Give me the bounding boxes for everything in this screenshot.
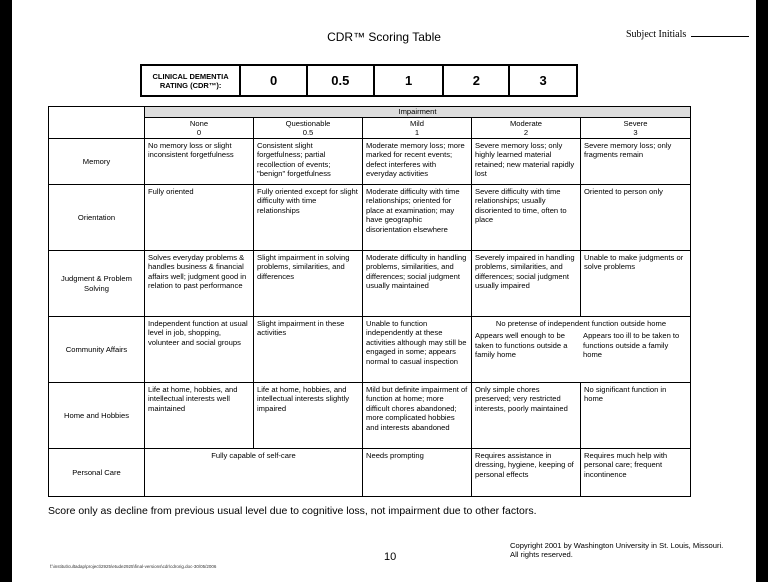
level-header-severe: Severe 3 xyxy=(581,118,691,139)
memory-severe-cell: Severe memory loss; only fragments remain xyxy=(581,139,691,185)
community-questionable-cell: Slight impairment in these activities xyxy=(254,317,363,383)
memory-none-cell: No memory loss or slight inconsistent forgetfulness xyxy=(145,139,254,185)
home-mild-cell: Mild but definite impairment of function at home; more difficult chores abandoned; more complicated hobbies and interests abandoned xyxy=(363,383,472,449)
level-header-mild: Mild 1 xyxy=(363,118,472,139)
home-moderate-cell: Only simple chores preserved; very restricted interests, poorly maintained xyxy=(472,383,581,449)
level-header-moderate: Moderate 2 xyxy=(472,118,581,139)
row-label-community: Community Affairs xyxy=(49,317,145,383)
cdr-value-3-text: 3 xyxy=(539,73,547,88)
document-page xyxy=(12,0,756,582)
cdr-value-3 xyxy=(510,66,576,95)
row-label-home-hobbies: Home and Hobbies xyxy=(49,383,145,449)
page-title: CDR™ Scoring Table xyxy=(327,30,441,44)
cdr-scoring-table xyxy=(48,106,691,497)
personal-care-mild-cell: Needs prompting xyxy=(363,449,472,497)
judgment-mild-cell: Moderate difficulty in handling problems, similarities, and differences; social judgment usually maintained xyxy=(363,251,472,317)
cdr-value-0-5: 0.5 xyxy=(308,66,375,95)
home-none-cell: Life at home, hobbies, and intellectual interests well maintained xyxy=(145,383,254,449)
cdr-label-line1: CLINICAL DEMENTIA xyxy=(152,71,229,81)
judgment-moderate-cell: Severely impaired in handling problems, similarities, and differences; social judgment usually impaired xyxy=(472,251,581,317)
scoring-footnote: Score only as decline from previous usual level due to cognitive loss, not impairment due to other factors. xyxy=(48,505,537,517)
cdr-value-1: 1 xyxy=(375,66,445,95)
cdr-value-0: 0 xyxy=(241,66,308,95)
personal-care-severe-cell: Requires much help with personal care; frequent incontinence xyxy=(581,449,691,497)
judgment-none-cell: Solves everyday problems & handles business & financial affairs well; judgment good in relation to past performance xyxy=(145,251,254,317)
personal-care-none-questionable-cell: Fully capable of self-care xyxy=(145,449,363,497)
judgment-questionable-cell: Slight impairment in solving problems, similarities, and differences xyxy=(254,251,363,317)
memory-moderate-cell: Severe memory loss; only highly learned material retained; new material rapidly lost xyxy=(472,139,581,185)
row-label-personal-care: Personal Care xyxy=(49,449,145,497)
table-row-orientation xyxy=(49,185,691,251)
subject-initials-label: Subject Initials xyxy=(626,29,687,40)
home-severe-cell: No significant function in home xyxy=(581,383,691,449)
table-corner-cell xyxy=(49,107,145,139)
file-path: f:\institut\cultadap\project\2925\etude2925\final-versions\cdr\cdrorig.doc-30/05/2006 xyxy=(50,564,217,569)
cdr-label-line2: RATING (CDR™): xyxy=(159,80,222,90)
cdr-rating-label xyxy=(142,66,241,95)
copyright-line2: All rights reserved. xyxy=(510,550,573,559)
orientation-questionable-cell: Fully oriented except for slight difficulty with time relationships xyxy=(254,185,363,251)
level-header-row xyxy=(49,118,691,139)
row-label-memory: Memory xyxy=(49,139,145,185)
orientation-moderate-cell: Severe difficulty with time relationships; usually disoriented to time, often to place xyxy=(472,185,581,251)
cdr-rating-box xyxy=(140,64,578,97)
home-questionable-cell: Life at home, hobbies, and intellectual interests slightly impaired xyxy=(254,383,363,449)
impairment-header: Impairment xyxy=(145,107,691,118)
judgment-severe-cell: Unable to make judgments or solve problems xyxy=(581,251,691,317)
memory-questionable-cell: Consistent slight forgetfulness; partial recollection of events; "benign" forgetfulness xyxy=(254,139,363,185)
orientation-none-cell: Fully oriented xyxy=(145,185,254,251)
community-moderate-text: Appears well enough to be taken to functions outside a family home xyxy=(475,331,568,360)
level-header-questionable: Questionable 0.5 xyxy=(254,118,363,139)
memory-mild-cell: Moderate memory loss; more marked for recent events; defect interferes with everyday activities xyxy=(363,139,472,185)
community-none-cell: Independent function at usual level in job, shopping, volunteer and social groups xyxy=(145,317,254,383)
table-row-judgment xyxy=(49,251,691,317)
subject-initials-field xyxy=(626,29,749,40)
community-merged-header: No pretense of independent function outside home xyxy=(495,319,667,328)
page-number: 10 xyxy=(384,551,397,563)
table-row-memory xyxy=(49,139,691,185)
community-mild-cell: Unable to function independently at these activities although may still be engaged in some; appears normal to casual inspection xyxy=(363,317,472,383)
orientation-severe-cell: Oriented to person only xyxy=(581,185,691,251)
personal-care-moderate-cell: Requires assistance in dressing, hygiene, keeping of personal effects xyxy=(472,449,581,497)
community-severe-text: Appears too ill to be taken to functions outside a family home xyxy=(583,331,680,360)
table-row-community xyxy=(49,317,691,383)
subject-initials-blank xyxy=(691,36,749,37)
orientation-mild-cell: Moderate difficulty with time relationships; oriented for place at examination; may have geographic disorientation elsewhere xyxy=(363,185,472,251)
row-label-judgment: Judgment & Problem Solving xyxy=(49,251,145,317)
cdr-value-2: 2 xyxy=(444,66,510,95)
copyright-notice xyxy=(510,541,723,559)
table-row-home-hobbies xyxy=(49,383,691,449)
table-row-personal-care xyxy=(49,449,691,497)
row-label-orientation: Orientation xyxy=(49,185,145,251)
copyright-line1: Copyright 2001 by Washington University in St. Louis, Missouri. xyxy=(510,541,724,550)
level-header-none: None 0 xyxy=(145,118,254,139)
community-moderate-severe-cell xyxy=(472,317,691,383)
